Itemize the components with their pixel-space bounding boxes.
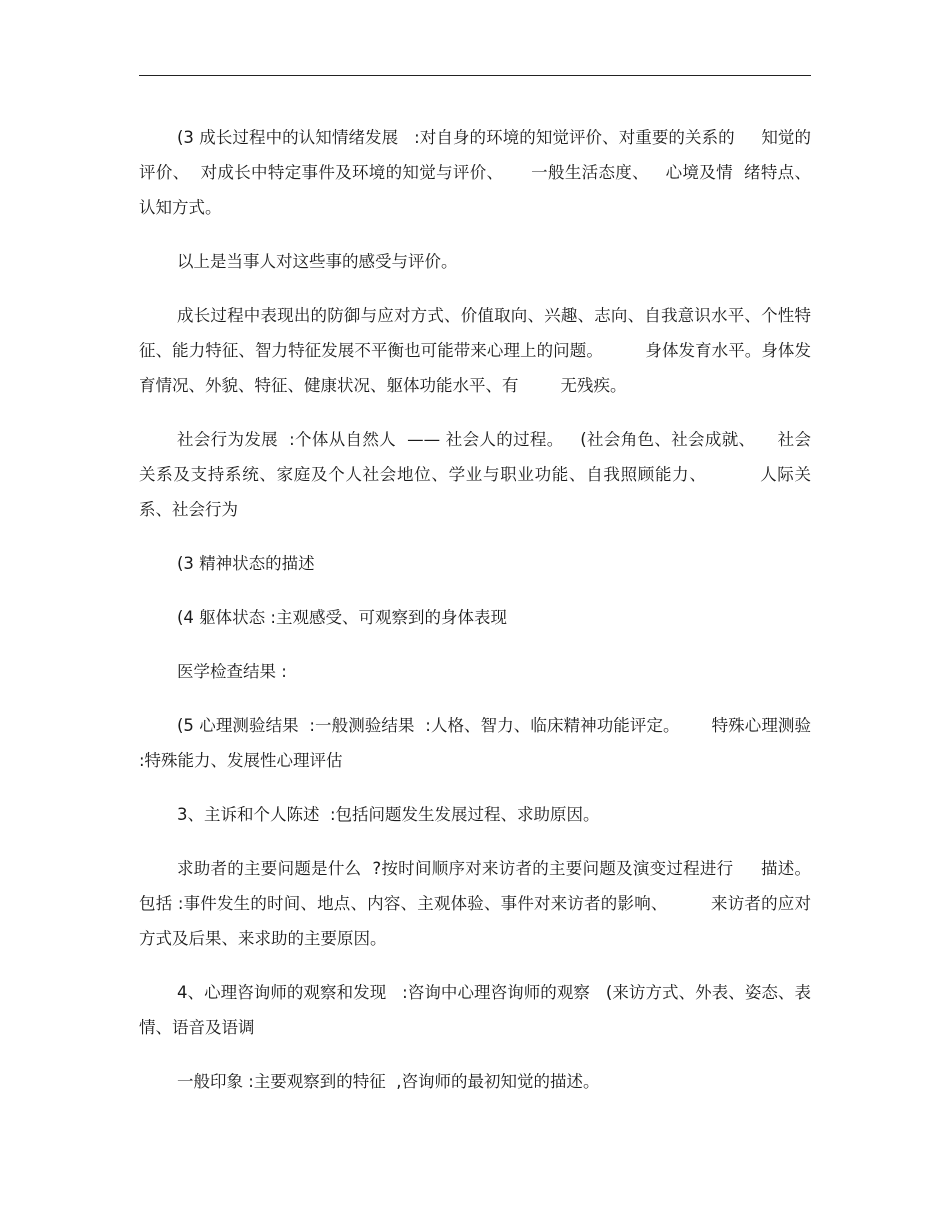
paragraph-physical-state: (4 躯体状态 :主观感受、可观察到的身体表现: [177, 608, 507, 627]
header-rule: [139, 75, 811, 76]
paragraph-counselor-observation: 4、心理咨询师的观察和发现 :咨询中心理咨询师的观察 (来访方式、外表、姿态、表情、语音及语调: [139, 983, 811, 1037]
paragraph-general-impression: 一般印象 :主要观察到的特征 ,咨询师的最初知觉的描述。: [177, 1072, 600, 1091]
paragraph-main-problem: 求助者的主要问题是什么 ?按时间顺序对来访者的主要问题及演变过程进行 描述。包括 :事件发生的时间、地点、内容、主观体验、事件对来访者的影响、 来访者的应对方式及后果、来求助的主要原因。: [139, 859, 811, 948]
document-body: [139, 120, 817, 1118]
paragraph-mental-state: (3 精神状态的描述: [177, 554, 315, 573]
paragraph-social-behavior: 社会行为发展 :个体从自然人 —— 社会人的过程。 (社会角色、社会成就、 社会关系及支持系统、家庭及个人社会地位、学业与职业功能、自我照顾能力、 人际关系、社会行为: [139, 430, 811, 519]
paragraph-feelings-evaluation: 以上是当事人对这些事的感受与评价。: [177, 252, 458, 271]
paragraph-chief-complaint: 3、主诉和个人陈述 :包括问题发生发展过程、求助原因。: [177, 805, 600, 824]
paragraph-defense-coping: 成长过程中表现出的防御与应对方式、价值取向、兴趣、志向、自我意识水平、个性特征、能力特征、智力特征发展不平衡也可能带来心理上的问题。 身体发育水平。身体发育情况、外貌、特征、健康状况、躯体功能水平、有 无残疾。: [139, 306, 811, 395]
paragraph-cognitive-emotional-development: (3 成长过程中的认知情绪发展 :对自身的环境的知觉评价、对重要的关系的 知觉的评价、 对成长中特定事件及环境的知觉与评价、 一般生活态度、 心境及情 绪特点、认知方式。: [139, 128, 811, 217]
paragraph-medical-results: 医学检查结果 :: [177, 662, 287, 681]
paragraph-psych-test-results: (5 心理测验结果 :一般测验结果 :人格、智力、临床精神功能评定。 特殊心理测验 :特殊能力、发展性心理评估: [139, 716, 817, 770]
